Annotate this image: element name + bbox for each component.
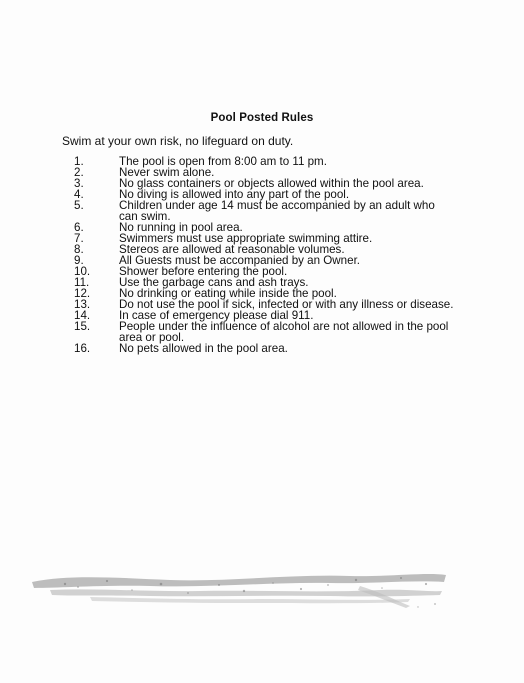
- rule-text: Use the garbage cans and ash trays.: [119, 276, 309, 289]
- rule-number: 11.: [74, 276, 90, 289]
- rule-number: 2.: [74, 166, 84, 179]
- rule-number: 5.: [74, 199, 84, 212]
- rule-number: 13.: [74, 298, 91, 311]
- rule-item: [74, 200, 454, 222]
- rule-item: [74, 343, 454, 354]
- rule-text: Stereos are allowed at reasonable volumes.: [119, 243, 345, 256]
- rule-text: Never swim alone.: [119, 166, 215, 179]
- rule-number: 3.: [74, 177, 84, 190]
- rule-number: 1.: [74, 155, 84, 168]
- rule-text: Children under age 14 must be accompanied by an adult who can swim.: [119, 199, 435, 223]
- rule-number: 16.: [74, 342, 91, 355]
- rule-number: 12.: [74, 287, 91, 300]
- rule-text: No diving is allowed into any part of the pool.: [119, 188, 350, 201]
- rules-list: [74, 156, 454, 354]
- rule-text: No glass containers or objects allowed within the pool area.: [119, 177, 424, 190]
- document-title: Pool Posted Rules: [210, 112, 314, 124]
- rule-text: People under the influence of alcohol are not allowed in the pool area or pool.: [119, 320, 449, 344]
- rule-text: Swimmers must use appropriate swimming attire.: [119, 232, 373, 245]
- rule-number: 7.: [74, 232, 84, 245]
- scan-smudge: [30, 566, 450, 610]
- rule-number: 10.: [74, 265, 91, 278]
- intro-text: Swim at your own risk, no lifeguard on duty.: [62, 134, 294, 148]
- rule-number: 9.: [74, 254, 84, 267]
- rule-text: Shower before entering the pool.: [119, 265, 288, 278]
- rule-text: The pool is open from 8:00 am to 11 pm.: [119, 155, 327, 168]
- rule-number: 14.: [74, 309, 91, 322]
- rule-text: No running in pool area.: [119, 221, 243, 234]
- rule-text: No pets allowed in the pool area.: [119, 342, 288, 355]
- rule-number: 15.: [74, 320, 91, 333]
- rule-number: 8.: [74, 243, 84, 256]
- rule-text: Do not use the pool if sick, infected or with any illness or disease.: [119, 298, 454, 311]
- rule-item: [74, 321, 454, 343]
- rule-number: 4.: [74, 188, 84, 201]
- rule-text: All Guests must be accompanied by an Owner.: [119, 254, 361, 267]
- rule-text: In case of emergency please dial 911.: [119, 309, 314, 322]
- rule-text: No drinking or eating while inside the pool.: [119, 287, 337, 300]
- rule-number: 6.: [74, 221, 84, 234]
